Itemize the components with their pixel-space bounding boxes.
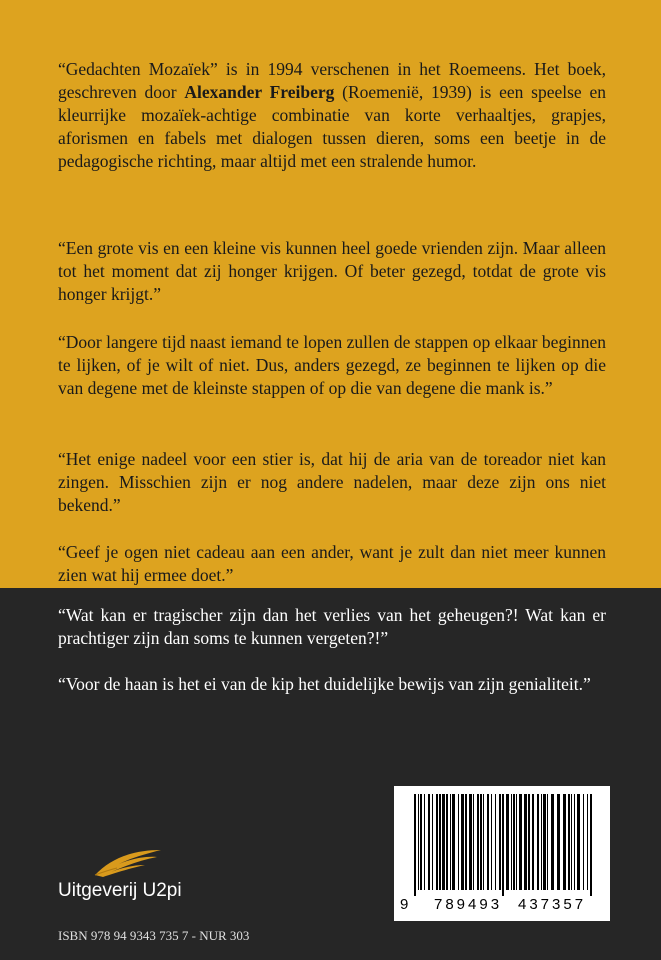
barcode-bar	[532, 794, 534, 890]
publisher-name: Uitgeverij U2pi	[58, 880, 182, 901]
quote-memory: “Wat kan er tragischer zijn dan het verlies van het geheugen?! Wat kan er prachtiger zijn dan soms te kunnen vergeten?!”	[58, 605, 606, 648]
barcode-bar	[414, 794, 416, 896]
barcode-bar	[450, 794, 451, 890]
barcode-bar	[506, 794, 509, 890]
intro-text-end: (Roemenië, 1939) is een speelse en kleurrijke mozaïek-achtige combinatie van korte verhaaltjes, grapjes, aforismen en fabels met dialogen tussen dieren, soms een beetje in de pedagogische richting, maar altijd met een stralende humor.	[58, 82, 606, 171]
barcode-bar	[577, 794, 580, 890]
barcode-bar	[551, 794, 554, 890]
barcode-bar	[574, 794, 575, 890]
barcode-bar	[439, 794, 441, 890]
barcode-bar	[568, 794, 570, 890]
barcode-bar	[499, 794, 501, 890]
barcode-bar	[461, 794, 464, 890]
barcode-bar	[418, 794, 419, 890]
barcode-bar	[583, 794, 584, 890]
barcode-bar	[516, 794, 517, 890]
publisher-wing-logo-icon	[93, 848, 163, 878]
barcode-bar	[537, 794, 539, 890]
barcode-bars	[394, 786, 610, 896]
barcode-bar	[465, 794, 467, 890]
barcode-bar	[424, 794, 425, 890]
barcode-bar	[528, 794, 530, 890]
barcode-bar	[436, 794, 438, 890]
quote-rooster: “Voor de haan is het ei van de kip het duidelijke bewijs van zijn genialiteit.”	[58, 674, 591, 694]
intro-text-start: “Gedachten Mozaïek” is in 1994 verschenen in het Roemeens. Het boek, geschreven door	[58, 59, 606, 102]
isbn-barcode	[394, 786, 610, 921]
barcode-bar	[458, 794, 459, 890]
barcode-bar	[446, 794, 448, 890]
barcode-bar	[502, 794, 504, 896]
barcode-digit-first: 9	[400, 896, 409, 913]
barcode-bar	[495, 794, 496, 890]
barcode-digit-group-right: 437357	[518, 896, 587, 913]
barcode-bar	[557, 794, 560, 890]
barcode-bar	[487, 794, 489, 890]
quote-steps: “Door langere tijd naast iemand te lopen zullen de stappen op elkaar beginnen te lijken, of je wilt of niet. Dus, anders gezegd, ze beginnen te lijken op die van degene met de kleinste stappen of op die van degene die mank is.”	[58, 332, 606, 398]
barcode-bar	[469, 794, 472, 890]
barcode-bar	[483, 794, 484, 890]
barcode-digits	[394, 894, 610, 918]
barcode-bar	[590, 794, 592, 896]
barcode-bar	[420, 794, 422, 890]
author-name: Alexander Freiberg	[184, 82, 335, 102]
barcode-bar	[541, 794, 542, 890]
barcode-bar	[513, 794, 515, 890]
barcode-bar	[473, 794, 474, 890]
quote-bull: “Het enige nadeel voor een stier is, dat hij de aria van de toreador niet kan zingen. Misschien zijn er nog andere nadelen, maar deze zijn ons niet bekend.”	[58, 449, 606, 515]
barcode-bar	[491, 794, 492, 890]
barcode-bar	[511, 794, 512, 890]
barcode-bar	[543, 794, 546, 890]
barcode-bar	[452, 794, 455, 890]
quote-eyes: “Geef je ogen niet cadeau aan een ander, want je zult dan niet meer kunnen zien wat hij ermee doet.”	[58, 542, 606, 585]
barcode-bar	[524, 794, 527, 890]
quote-fish: “Een grote vis en een kleine vis kunnen heel goede vrienden zijn. Maar alleen tot het moment dat zij honger krijgen. Of beter gezegd, totdat de grote vis honger krijgt.”	[58, 238, 606, 304]
barcode-digit-group-left: 789493	[434, 896, 503, 913]
barcode-bar	[477, 794, 479, 890]
barcode-bar	[563, 794, 566, 890]
isbn-nur-line: ISBN 978 94 9343 735 7 - NUR 303	[58, 928, 250, 943]
barcode-bar	[442, 794, 445, 890]
barcode-bar	[519, 794, 522, 890]
barcode-bar	[571, 794, 572, 890]
intro-paragraph	[58, 58, 606, 173]
barcode-bar	[587, 794, 588, 890]
barcode-bar	[547, 794, 548, 890]
barcode-bar	[428, 794, 430, 890]
barcode-bar	[432, 794, 433, 890]
barcode-bar	[480, 794, 482, 890]
